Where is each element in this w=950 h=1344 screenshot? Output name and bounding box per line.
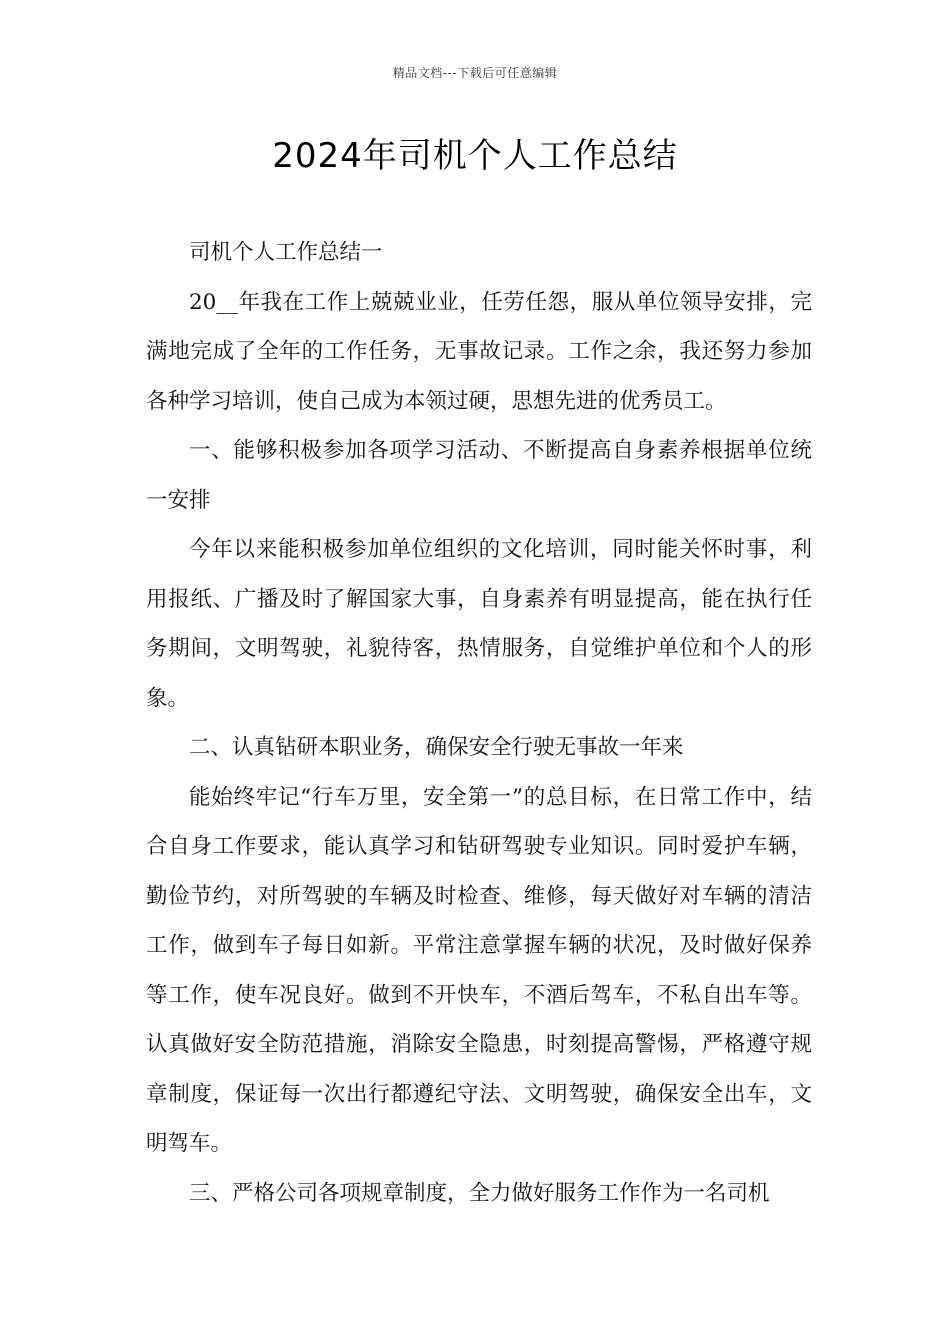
document-title: 2024年司机个人工作总结 (272, 136, 678, 176)
document-body (146, 228, 812, 1218)
section-heading-3: 三、严格公司各项规章制度，全力做好服务工作作为一名司机 (189, 1180, 770, 1206)
paragraph-subtitle: 司机个人工作总结一 (189, 240, 383, 265)
paragraph: 能始终牢记“行车万里，安全第一”的总目标，在日常工作中，结合自身工作要求，能认真学习和钻研驾驶专业知识。同时爱护车辆，勤俭节约，对所驾驶的车辆及时检查、维修，每天做好对车辆的清洁工作，做到车子每日如新。平常注意掌握车辆的状况，及时做好保养等工作，使车况良好。做到不开快车，不酒后驾车，不私自出车等。认真做好安全防范措施，消除安全隐患，时刻提高警惕，严格遵守规章制度，保证每一次出行都遵纪守法、文明驾驶，确保安全出车，文明驾车。 (146, 784, 812, 1156)
paragraph: 今年以来能积极参加单位组织的文化培训，同时能关怀时事，利用报纸、广播及时了解国家大事，自身素养有明显提高，能在执行任务期间，文明驾驶，礼貌待客，热情服务，自觉维护单位和个人的形象。 (146, 537, 812, 711)
section-heading-2: 二、认真钻研本职业务，确保安全行驶无事故一年来 (189, 735, 684, 760)
header-note: 精品文档---下载后可任意编辑 (392, 66, 558, 80)
section-heading-1: 一、能够积极参加各项学习活动、不断提高自身素养根据单位统一安排 (146, 438, 812, 513)
paragraph: 20__年我在工作上兢兢业业，任劳任怨，服从单位领导安排，完满地完成了全年的工作任务，无事故记录。工作之余，我还努力参加各种学习培训，使自己成为本领过硬，思想先进的优秀员工。 (146, 289, 812, 414)
